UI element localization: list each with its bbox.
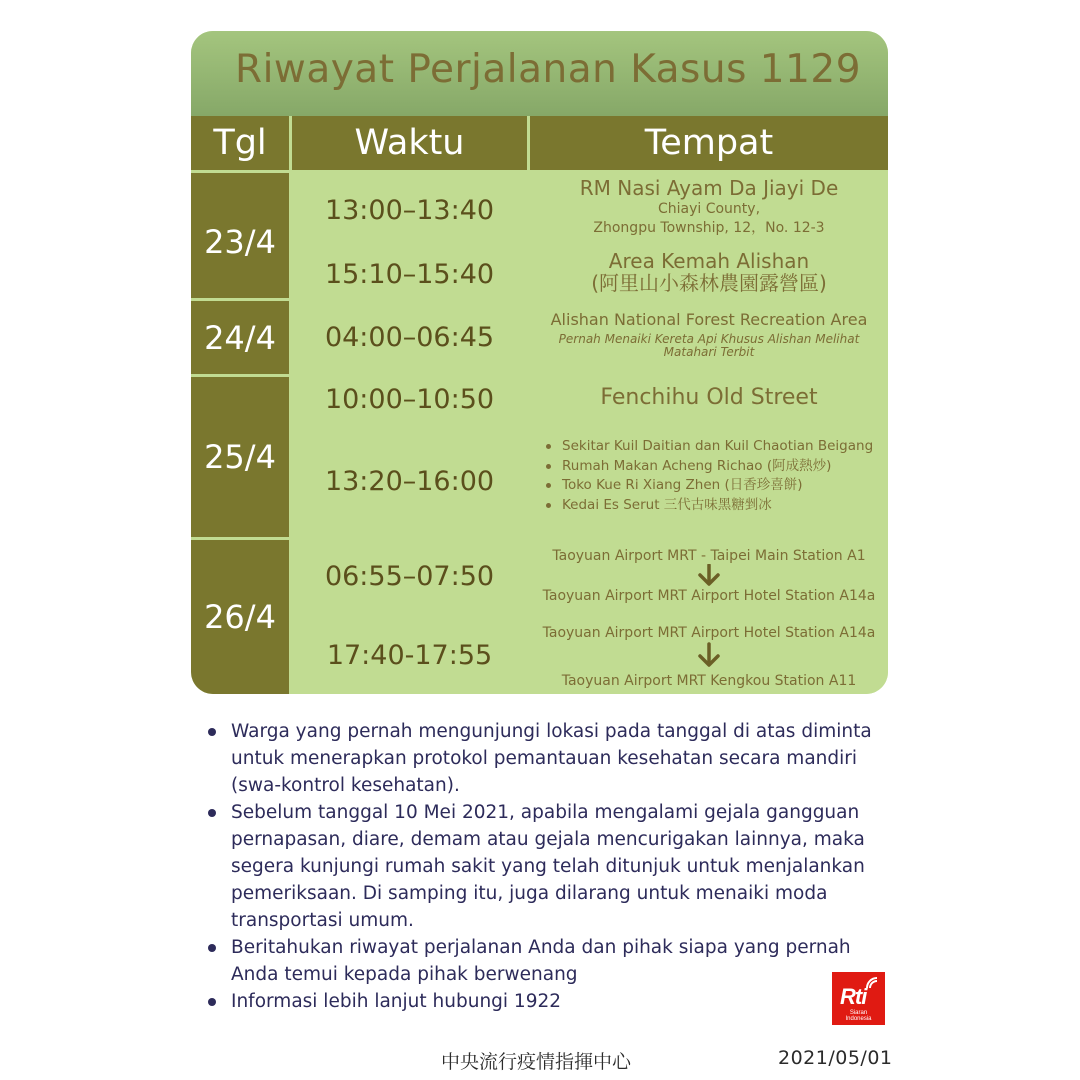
place-title: RM Nasi Ayam Da Jiayi De: [579, 176, 839, 200]
route-from: Taoyuan Airport MRT - Taipei Main Station A1: [552, 548, 866, 564]
header-date: Tgl: [191, 116, 289, 170]
arrow-down-icon: [697, 642, 721, 668]
note-item: Informasi lebih lanjut hubungi 1922: [206, 988, 886, 1015]
bullet-icon: [208, 944, 216, 952]
place-note: Pernah Menaiki Kereta Api Khusus Alishan Melihat Matahari Terbit: [558, 332, 860, 359]
footer-organization: 中央流行疫情指揮中心: [441, 1051, 632, 1073]
date-23-4: 23/4: [191, 173, 289, 298]
place-address-line: Zhongpu Township, 12，No. 12-3: [593, 220, 825, 236]
place-title: Fenchihu Old Street: [600, 385, 818, 410]
bullet-icon: [546, 503, 551, 508]
place-cell: [530, 173, 888, 247]
list-item: Rumah Makan Acheng Richao (阿成熱炒): [542, 457, 888, 477]
place-title: Area Kemah Alishan: [608, 249, 810, 273]
bullet-icon: [208, 809, 216, 817]
travel-history-card: [191, 31, 888, 694]
arrow-down-icon: [697, 564, 721, 586]
bullet-icon: [546, 444, 551, 449]
footer-date: 2021/05/01: [778, 1047, 893, 1069]
place-cell: [530, 250, 888, 298]
place-cell: [530, 540, 888, 613]
note-item: Sebelum tanggal 10 Mei 2021, apabila mengalami gejala gangguan pernapasan, diare, demam atau gejala mencurigakan lainnya, maka segera kunjungi rumah sakit yang telah ditunjuk untuk menjalankan pemeriksaan. Di samping itu, juga dilarang untuk menaiki moda transportasi umum.: [206, 799, 886, 934]
bullet-icon: [546, 464, 551, 469]
note-item: Beritahukan riwayat perjalanan Anda dan pihak siapa yang pernah Anda temui kepada pihak berwenang: [206, 934, 886, 988]
time-cell: 15:10–15:40: [292, 250, 527, 298]
place-cell: [530, 301, 888, 374]
place-cell: [530, 616, 888, 694]
time-cell: 17:40-17:55: [292, 616, 527, 694]
place-title: Alishan National Forest Recreation Area: [550, 310, 868, 329]
place-address-line: Chiayi County,: [657, 201, 761, 217]
bullet-icon: [546, 483, 551, 488]
bullet-icon: [208, 998, 216, 1006]
bullet-icon: [208, 728, 216, 736]
logo-line: Siaran: [849, 1010, 868, 1016]
place-list: [542, 437, 888, 515]
place-cell: [530, 425, 888, 537]
date-25-4: 25/4: [191, 377, 289, 537]
header-place: Tempat: [530, 116, 888, 170]
time-cell: 06:55–07:50: [292, 540, 527, 613]
list-item: Sekitar Kuil Daitian dan Kuil Chaotian Beigang: [542, 437, 888, 457]
time-cell: 13:20–16:00: [292, 425, 527, 537]
header-time: Waktu: [292, 116, 527, 170]
time-cell: 10:00–10:50: [292, 377, 527, 422]
list-item: Kedai Es Serut 三代古味黑糖剉冰: [542, 496, 888, 516]
date-26-4: 26/4: [191, 540, 289, 694]
route-from: Taoyuan Airport MRT Airport Hotel Station A14a: [542, 625, 876, 641]
route-to: Taoyuan Airport MRT Airport Hotel Station A14a: [542, 588, 876, 604]
time-cell: 13:00–13:40: [292, 173, 527, 247]
title-bar: [191, 31, 888, 116]
place-cell: [530, 377, 888, 422]
date-24-4: 24/4: [191, 301, 289, 374]
logo-mark: Rti: [840, 984, 867, 1009]
place-subtitle: (阿里山小森林農園露營區): [591, 271, 827, 295]
note-item: Warga yang pernah mengunjungi lokasi pada tanggal di atas diminta untuk menerapkan protokol pemantauan kesehatan secara mandiri (swa-kontrol kesehatan).: [206, 718, 886, 799]
list-item: Toko Kue Ri Xiang Zhen (日香珍喜餅): [542, 476, 888, 496]
route-to: Taoyuan Airport MRT Kengkou Station A11: [561, 673, 857, 689]
time-cell: 04:00–06:45: [292, 301, 527, 374]
logo-line: Indonesia: [845, 1016, 872, 1022]
rti-logo: [832, 972, 885, 1025]
broadcast-icon: [865, 976, 881, 990]
advisory-notes: [206, 718, 886, 1015]
card-title: Riwayat Perjalanan Kasus 1129: [235, 47, 862, 92]
